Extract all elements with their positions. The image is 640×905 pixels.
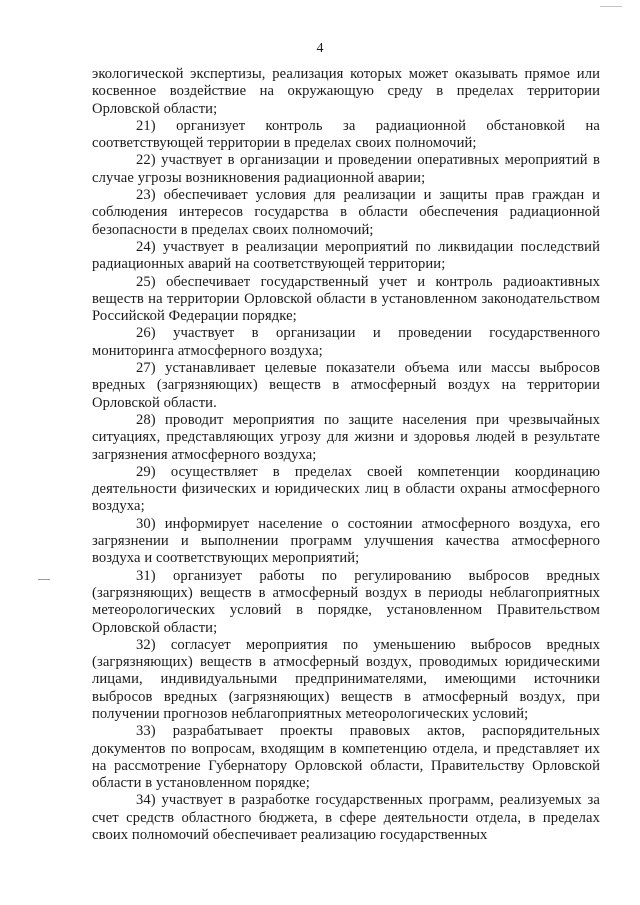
page-number: 4 (316, 41, 324, 56)
paragraph-item-30: 30) информирует население о состоянии атмосферного воздуха, его загрязнении и выполнении программ улучшения качества атмосферного воздуха и соответствующих мероприятий; (92, 515, 600, 567)
paragraph-item-24: 24) участвует в реализации мероприятий по ликвидации последствий радиационных аварий на соответствующей территории; (92, 238, 600, 273)
paragraph-item-27: 27) устанавливает целевые показатели объема или массы выбросов вредных (загрязняющих) веществ в атмосферный воздух на территории Орловской области. (92, 360, 600, 411)
scan-artifact-margin (38, 579, 50, 580)
paragraph-item-21: 21) организует контроль за радиационной обстановкой на соответствующей территории в пределах своих полномочий; (92, 117, 600, 152)
paragraph-continuation: экологической экспертизы, реализация которых может оказывать прямое или косвенное воздействие на окружающую среду в пределах территории Орловской области; (92, 66, 600, 117)
paragraph-item-32: 32) согласует мероприятия по уменьшению выбросов вредных (загрязняющих) веществ в атмосферный воздух, проводимых юридическими лицами, индивидуальными предпринимателями, имеющими источники выбросов вредных (загрязняющих) веществ в атмосферный воздух, при получении прогнозов неблагоприятных метеорологических условий; (92, 636, 600, 722)
scan-artifact-top (600, 6, 622, 7)
paragraph-item-25: 25) обеспечивает государственный учет и контроль радиоактивных веществ на территории Орловской области в установленном законодательством Российской Федерации порядке; (92, 273, 600, 325)
paragraph-item-34: 34) участвует в разработке государственных программ, реализуемых за счет средств областного бюджета, в сфере деятельности отдела, в пределах своих полномочий обеспечивает реализацию государственных (92, 792, 600, 844)
paragraph-item-33: 33) разрабатывает проекты правовых актов, распорядительных документов по вопросам, входящим в компетенцию отдела, и представляет их на рассмотрение Губернатору Орловской области, Правительству Орловской области в установленном порядке; (92, 723, 600, 792)
paragraph-item-23: 23) обеспечивает условия для реализации и защиты прав граждан и соблюдения интересов государства в области обеспечения радиационной безопасности в пределах своих полномочий; (92, 187, 600, 238)
document-body (92, 66, 600, 844)
paragraph-item-22: 22) участвует в организации и проведении оперативных мероприятий в случае угрозы возникновения радиационной аварии; (92, 152, 600, 186)
paragraph-item-29: 29) осуществляет в пределах своей компетенции координацию деятельности физических и юридических лиц в области охраны атмосферного воздуха; (92, 463, 600, 515)
paragraph-item-26: 26) участвует в организации и проведении государственного мониторинга атмосферного воздуха; (92, 325, 600, 359)
paragraph-item-28: 28) проводит мероприятия по защите населения при чрезвычайных ситуациях, представляющих угрозу для жизни и здоровья людей в результате загрязнения атмосферного воздуха; (92, 411, 600, 463)
paragraph-item-31: 31) организует работы по регулированию выбросов вредных (загрязняющих) веществ в атмосферный воздух в периоды неблагоприятных метеорологических условий в порядке, установленном Правительством Орловской области; (92, 567, 600, 636)
